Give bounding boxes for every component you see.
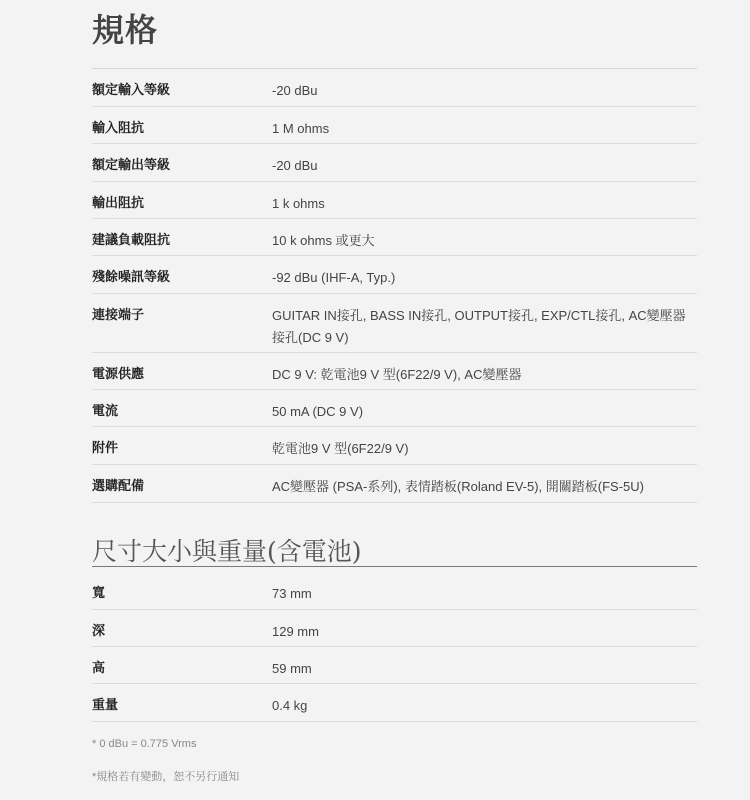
table-row (92, 69, 697, 106)
spec-label: 附件 (92, 426, 272, 464)
table-row (92, 609, 697, 646)
spec-value: 1 k ohms (272, 181, 697, 218)
table-row (92, 572, 697, 609)
dimension-value: 0.4 kg (272, 683, 697, 721)
dimension-value: 59 mm (272, 646, 697, 683)
table-row (92, 106, 697, 143)
dimension-value: 129 mm (272, 609, 697, 646)
spec-label: 建議負載阻抗 (92, 218, 272, 255)
table-row (92, 255, 697, 293)
spec-value: 乾電池9 V 型(6F22/9 V) (272, 426, 697, 464)
table-row (92, 143, 697, 181)
specs-heading: 規格 (92, 0, 697, 69)
table-row (92, 646, 697, 683)
spec-value: DC 9 V: 乾電池9 V 型(6F22/9 V), AC變壓器 (272, 352, 697, 389)
spec-page (92, 0, 697, 783)
dimensions-table (92, 572, 697, 722)
spec-label: 電源供應 (92, 352, 272, 389)
footnotes (92, 735, 697, 786)
spec-label: 選購配備 (92, 464, 272, 502)
table-row (92, 464, 697, 502)
dimension-label: 寬 (92, 572, 272, 609)
specs-table (92, 69, 697, 503)
spec-value: 10 k ohms 或更大 (272, 218, 697, 255)
spec-value: -20 dBu (272, 69, 697, 106)
disclaimer-note: *規格若有變動，恕不另行通知 (92, 771, 240, 783)
dimension-label: 重量 (92, 683, 272, 721)
table-row (92, 218, 697, 255)
spec-value: 50 mA (DC 9 V) (272, 389, 697, 426)
table-row (92, 389, 697, 426)
spec-value: 1 M ohms (272, 106, 697, 143)
spec-value: -20 dBu (272, 143, 697, 181)
spec-label: 連接端子 (92, 293, 272, 352)
spec-value: GUITAR IN接孔, BASS IN接孔, OUTPUT接孔, EXP/CTL接孔, AC變壓器接孔(DC 9 V) (272, 293, 697, 352)
dimension-label: 深 (92, 609, 272, 646)
dimension-label: 高 (92, 646, 272, 683)
table-row (92, 683, 697, 721)
spec-label: 額定輸出等級 (92, 143, 272, 181)
table-row (92, 181, 697, 218)
spec-label: 輸入阻抗 (92, 106, 272, 143)
dimensions-heading: 尺寸大小與重量(含電池) (92, 537, 697, 567)
spec-label: 輸出阻抗 (92, 181, 272, 218)
spec-value: AC變壓器 (PSA-系列), 表情踏板(Roland EV-5), 開關踏板(FS-5U) (272, 464, 697, 502)
spec-label: 殘餘噪訊等級 (92, 255, 272, 293)
spec-label: 電流 (92, 389, 272, 426)
dimension-value: 73 mm (272, 572, 697, 609)
table-row (92, 426, 697, 464)
spec-label: 額定輸入等級 (92, 69, 272, 106)
spec-value: -92 dBu (IHF-A, Typ.) (272, 255, 697, 293)
reference-note: * 0 dBu = 0.775 Vrms (92, 738, 197, 750)
table-row (92, 293, 697, 352)
table-row (92, 352, 697, 389)
